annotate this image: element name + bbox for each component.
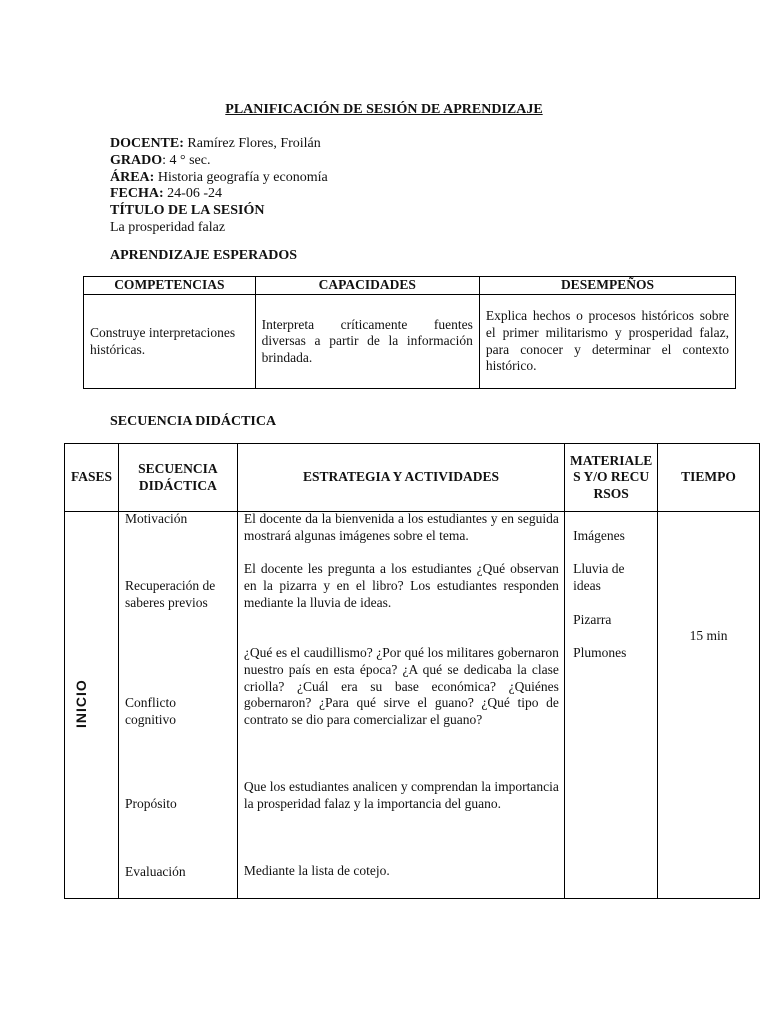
actividad-conflicto: ¿Qué es el caudillismo? ¿Por qué los militares gobernaron nuestro país en esta época? ¿A qué se dedicaba la clase criolla? ¿Cuál era su base económica? ¿Quiénes gobernaron? ¿Para qué sirve el guano? ¿Qué tipo de contrato se dio para comercializar el guano?	[243, 645, 559, 728]
fecha-line: FECHA: 24-06 -24	[110, 186, 222, 202]
header-capacidades: CAPACIDADES	[255, 277, 479, 295]
material-pizarra: Pizarra	[573, 612, 612, 627]
header-estrategia: ESTRATEGIA Y ACTIVIDADES	[237, 444, 564, 512]
tiempo-cell	[658, 512, 760, 899]
session-info	[110, 136, 328, 237]
header-materiales: MATERIALES Y/O RECURSOS	[565, 444, 658, 512]
steps-cell	[118, 512, 237, 899]
secuencia-table	[64, 443, 760, 899]
material-imagenes: Imágenes	[573, 528, 625, 543]
header-desempenos: DESEMPEÑOS	[479, 277, 735, 295]
titulo-label: TÍTULO DE LA SESIÓN	[110, 203, 265, 219]
page-title: PLANIFICACIÓN DE SESIÓN DE APRENDIZAJE	[225, 102, 543, 117]
fase-label: INICIO	[73, 679, 89, 728]
header-secuencia: SECUENCIA DIDÁCTICA	[118, 444, 237, 512]
capacidad-cell	[255, 295, 479, 389]
actividad-motivacion: El docente da la bienvenida a los estudiantes y en seguida mostrará algunas imágenes sobre el tema.	[243, 511, 559, 543]
capacidad-text: Interpreta críticamente fuentes diversas a partir de la información brindada.	[261, 316, 473, 365]
material-lluvia: Lluvia de ideas	[573, 561, 625, 593]
desempeno-cell	[479, 295, 735, 389]
desempeno-text: Explica hechos o procesos históricos sobre el primer militarismo y prosperidad falaz, para conocer y determinar el contexto histórico.	[485, 308, 729, 374]
header-competencias: COMPETENCIAS	[84, 277, 256, 295]
grado-line: GRADO: 4 ° sec.	[110, 152, 211, 168]
step-conflicto: Conflicto cognitivo	[124, 695, 176, 727]
materiales-cell	[565, 512, 658, 899]
step-evaluacion: Evaluación	[124, 864, 186, 879]
material-plumones: Plumones	[573, 645, 627, 660]
actividades-cell	[237, 512, 564, 899]
secuencia-heading: SECUENCIA DIDÁCTICA	[110, 414, 277, 429]
header-fases: FASES	[65, 444, 119, 512]
titulo-value: La prosperidad falaz	[110, 219, 226, 235]
aprendizaje-heading: APRENDIZAJE ESPERADOS	[110, 248, 298, 263]
actividad-recuperacion: El docente les pregunta a los estudiantes ¿Qué observan en la pizarra y en el libro? Los estudiantes responden mediante la lluvia de ideas.	[243, 561, 559, 610]
step-proposito: Propósito	[124, 796, 177, 811]
actividad-proposito: Que los estudiantes analicen y comprendan la importancia la prosperidad falaz y la importancia del guano.	[243, 779, 559, 811]
step-motivacion: Motivación	[124, 511, 188, 526]
header-tiempo: TIEMPO	[658, 444, 760, 512]
competencia-cell	[84, 295, 256, 389]
aprendizaje-table	[83, 276, 736, 389]
docente-line: DOCENTE: Ramírez Flores, Froilán	[110, 136, 321, 151]
area-line: ÁREA: Historia geografía y economía	[110, 169, 328, 185]
competencia-text: Construye interpretaciones históricas.	[90, 324, 236, 357]
tiempo-value: 15 min	[689, 628, 728, 643]
actividad-evaluacion: Mediante la lista de cotejo.	[243, 863, 390, 878]
fase-cell	[65, 512, 119, 899]
step-recuperacion: Recuperación de saberes previos	[124, 578, 216, 610]
